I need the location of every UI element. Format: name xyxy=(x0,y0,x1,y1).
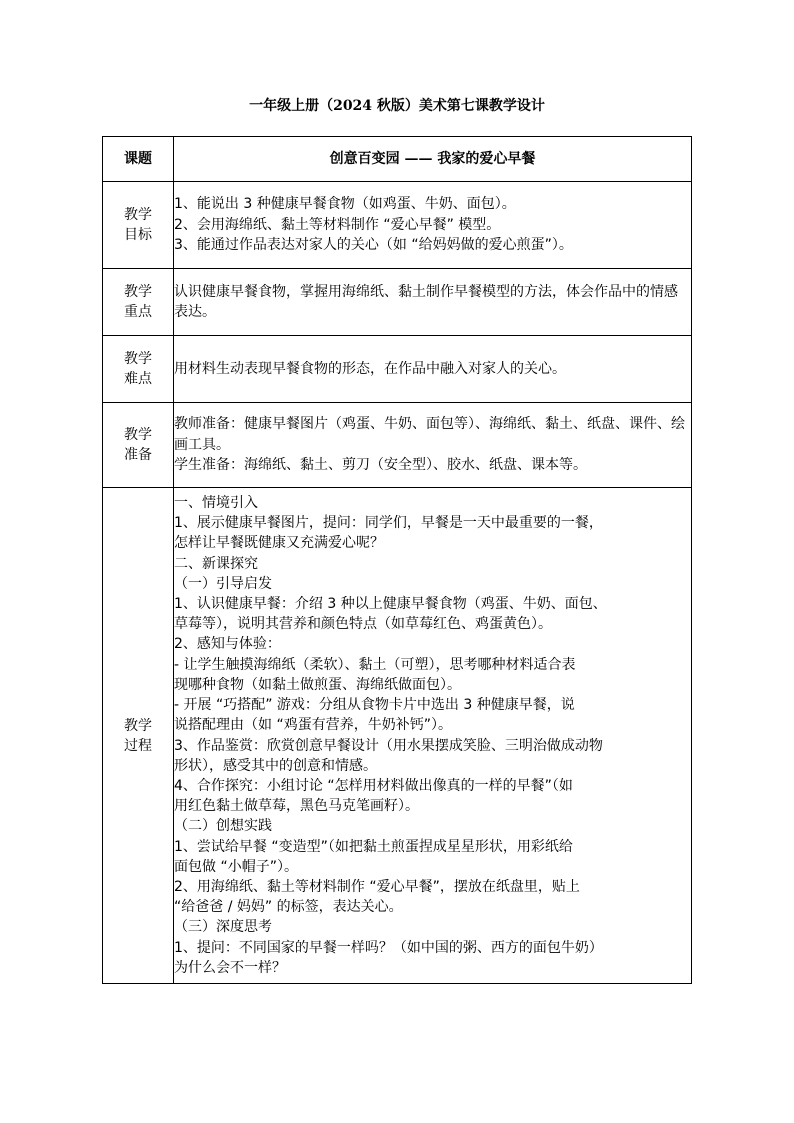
process-line: 面包做 “小帽子”）。 xyxy=(174,858,298,875)
document-title: 一年级上册（2024 秋版）美术第七课教学设计 xyxy=(249,98,545,114)
process-label: 教学 过程 xyxy=(103,488,174,984)
process-line: 1、尝试给早餐 “变造型”（如把黏土煎蛋捏成星星形状，用彩纸给 xyxy=(174,838,573,855)
topic-row xyxy=(103,137,692,182)
process-line: 4、合作探究：小组讨论 “怎样用材料做出像真的一样的早餐”（如 xyxy=(174,777,573,794)
preparation-label: 教学 准备 xyxy=(103,403,174,488)
preparation-row xyxy=(103,403,692,488)
process-line: （二）创想实践 xyxy=(174,818,272,835)
process-line: 说搭配理由（如 “鸡蛋有营养，牛奶补钙”）。 xyxy=(174,717,452,734)
difficulties-label: 教学 难点 xyxy=(103,336,174,403)
process-line: 1、提问：不同国家的早餐一样吗？（如中国的粥、西方的面包牛奶） xyxy=(174,939,603,956)
process-line: 1、展示健康早餐图片，提问：同学们，早餐是一天中最重要的一餐， xyxy=(174,515,603,532)
key-points-label: 教学 重点 xyxy=(103,269,174,336)
process-line: （三）深度思考 xyxy=(174,919,272,936)
student-preparation: 学生准备：海绵纸、黏土、剪刀（安全型）、胶水、纸盘、课本等。 xyxy=(174,457,587,474)
goal-line: 3、能通过作品表达对家人的关心（如 “给妈妈做的爱心煎蛋”）。 xyxy=(174,237,573,254)
process-line: 2、感知与体验： xyxy=(174,636,281,653)
process-line: 二、新课探究 xyxy=(174,555,258,572)
goal-line: 2、会用海绵纸、黏土等材料制作 “爱心早餐” 模型。 xyxy=(174,216,501,233)
preparation-content xyxy=(174,403,692,488)
process-line: （一）引导启发 xyxy=(174,575,272,592)
goals-label: 教学 目标 xyxy=(103,182,174,269)
process-line: - 开展 “巧搭配” 游戏：分组从食物卡片中选出 3 种健康早餐，说 xyxy=(174,697,575,714)
difficulties-row xyxy=(103,336,692,403)
goals-row xyxy=(103,182,692,269)
process-line: - 让学生触摸海绵纸（柔软）、黏土（可塑），思考哪种材料适合表 xyxy=(174,656,576,673)
process-line: 现哪种食物（如黏土做煎蛋、海绵纸做面包）。 xyxy=(174,676,461,693)
goal-line: 1、能说出 3 种健康早餐食物（如鸡蛋、牛奶、面包）。 xyxy=(174,196,516,213)
process-row xyxy=(103,488,692,984)
process-line: 一、情境引入 xyxy=(174,495,258,512)
process-line: 草莓等），说明其营养和颜色特点（如草莓红色、鸡蛋黄色）。 xyxy=(174,616,552,633)
process-line: 用红色黏土做草莓，黑色马克笔画籽）。 xyxy=(174,798,419,815)
key-points-row xyxy=(103,269,692,336)
lesson-plan-table xyxy=(102,136,692,984)
difficulties-content: 用材料生动表现早餐食物的形态，在作品中融入对家人的关心。 xyxy=(174,336,692,403)
topic-value: 创意百变园 —— 我家的爱心早餐 xyxy=(174,137,692,182)
process-line: 怎样让早餐既健康又充满爱心呢？ xyxy=(174,535,384,552)
topic-label: 课题 xyxy=(103,137,174,182)
process-line: 1、认识健康早餐：介绍 3 种以上健康早餐食物（鸡蛋、牛奶、面包、 xyxy=(174,596,607,613)
process-line: “给爸爸 / 妈妈” 的标签，表达关心。 xyxy=(174,899,403,916)
process-content xyxy=(174,488,692,984)
process-line: 3、作品鉴赏：欣赏创意早餐设计（用水果摆成笑脸、三明治做成动物 xyxy=(174,737,603,754)
teacher-preparation: 教师准备：健康早餐图片（鸡蛋、牛奶、面包等）、海绵纸、黏土、纸盘、课件、绘画工具。 xyxy=(174,416,685,453)
key-points-content: 认识健康早餐食物，掌握用海绵纸、黏土制作早餐模型的方法，体会作品中的情感表达。 xyxy=(174,269,692,336)
process-line: 为什么会不一样？ xyxy=(174,959,286,976)
process-line: 2、用海绵纸、黏土等材料制作 “爱心早餐”，摆放在纸盘里，贴上 xyxy=(174,878,580,895)
process-line: 形状），感受其中的创意和情感。 xyxy=(174,757,377,774)
goals-content xyxy=(174,182,692,269)
